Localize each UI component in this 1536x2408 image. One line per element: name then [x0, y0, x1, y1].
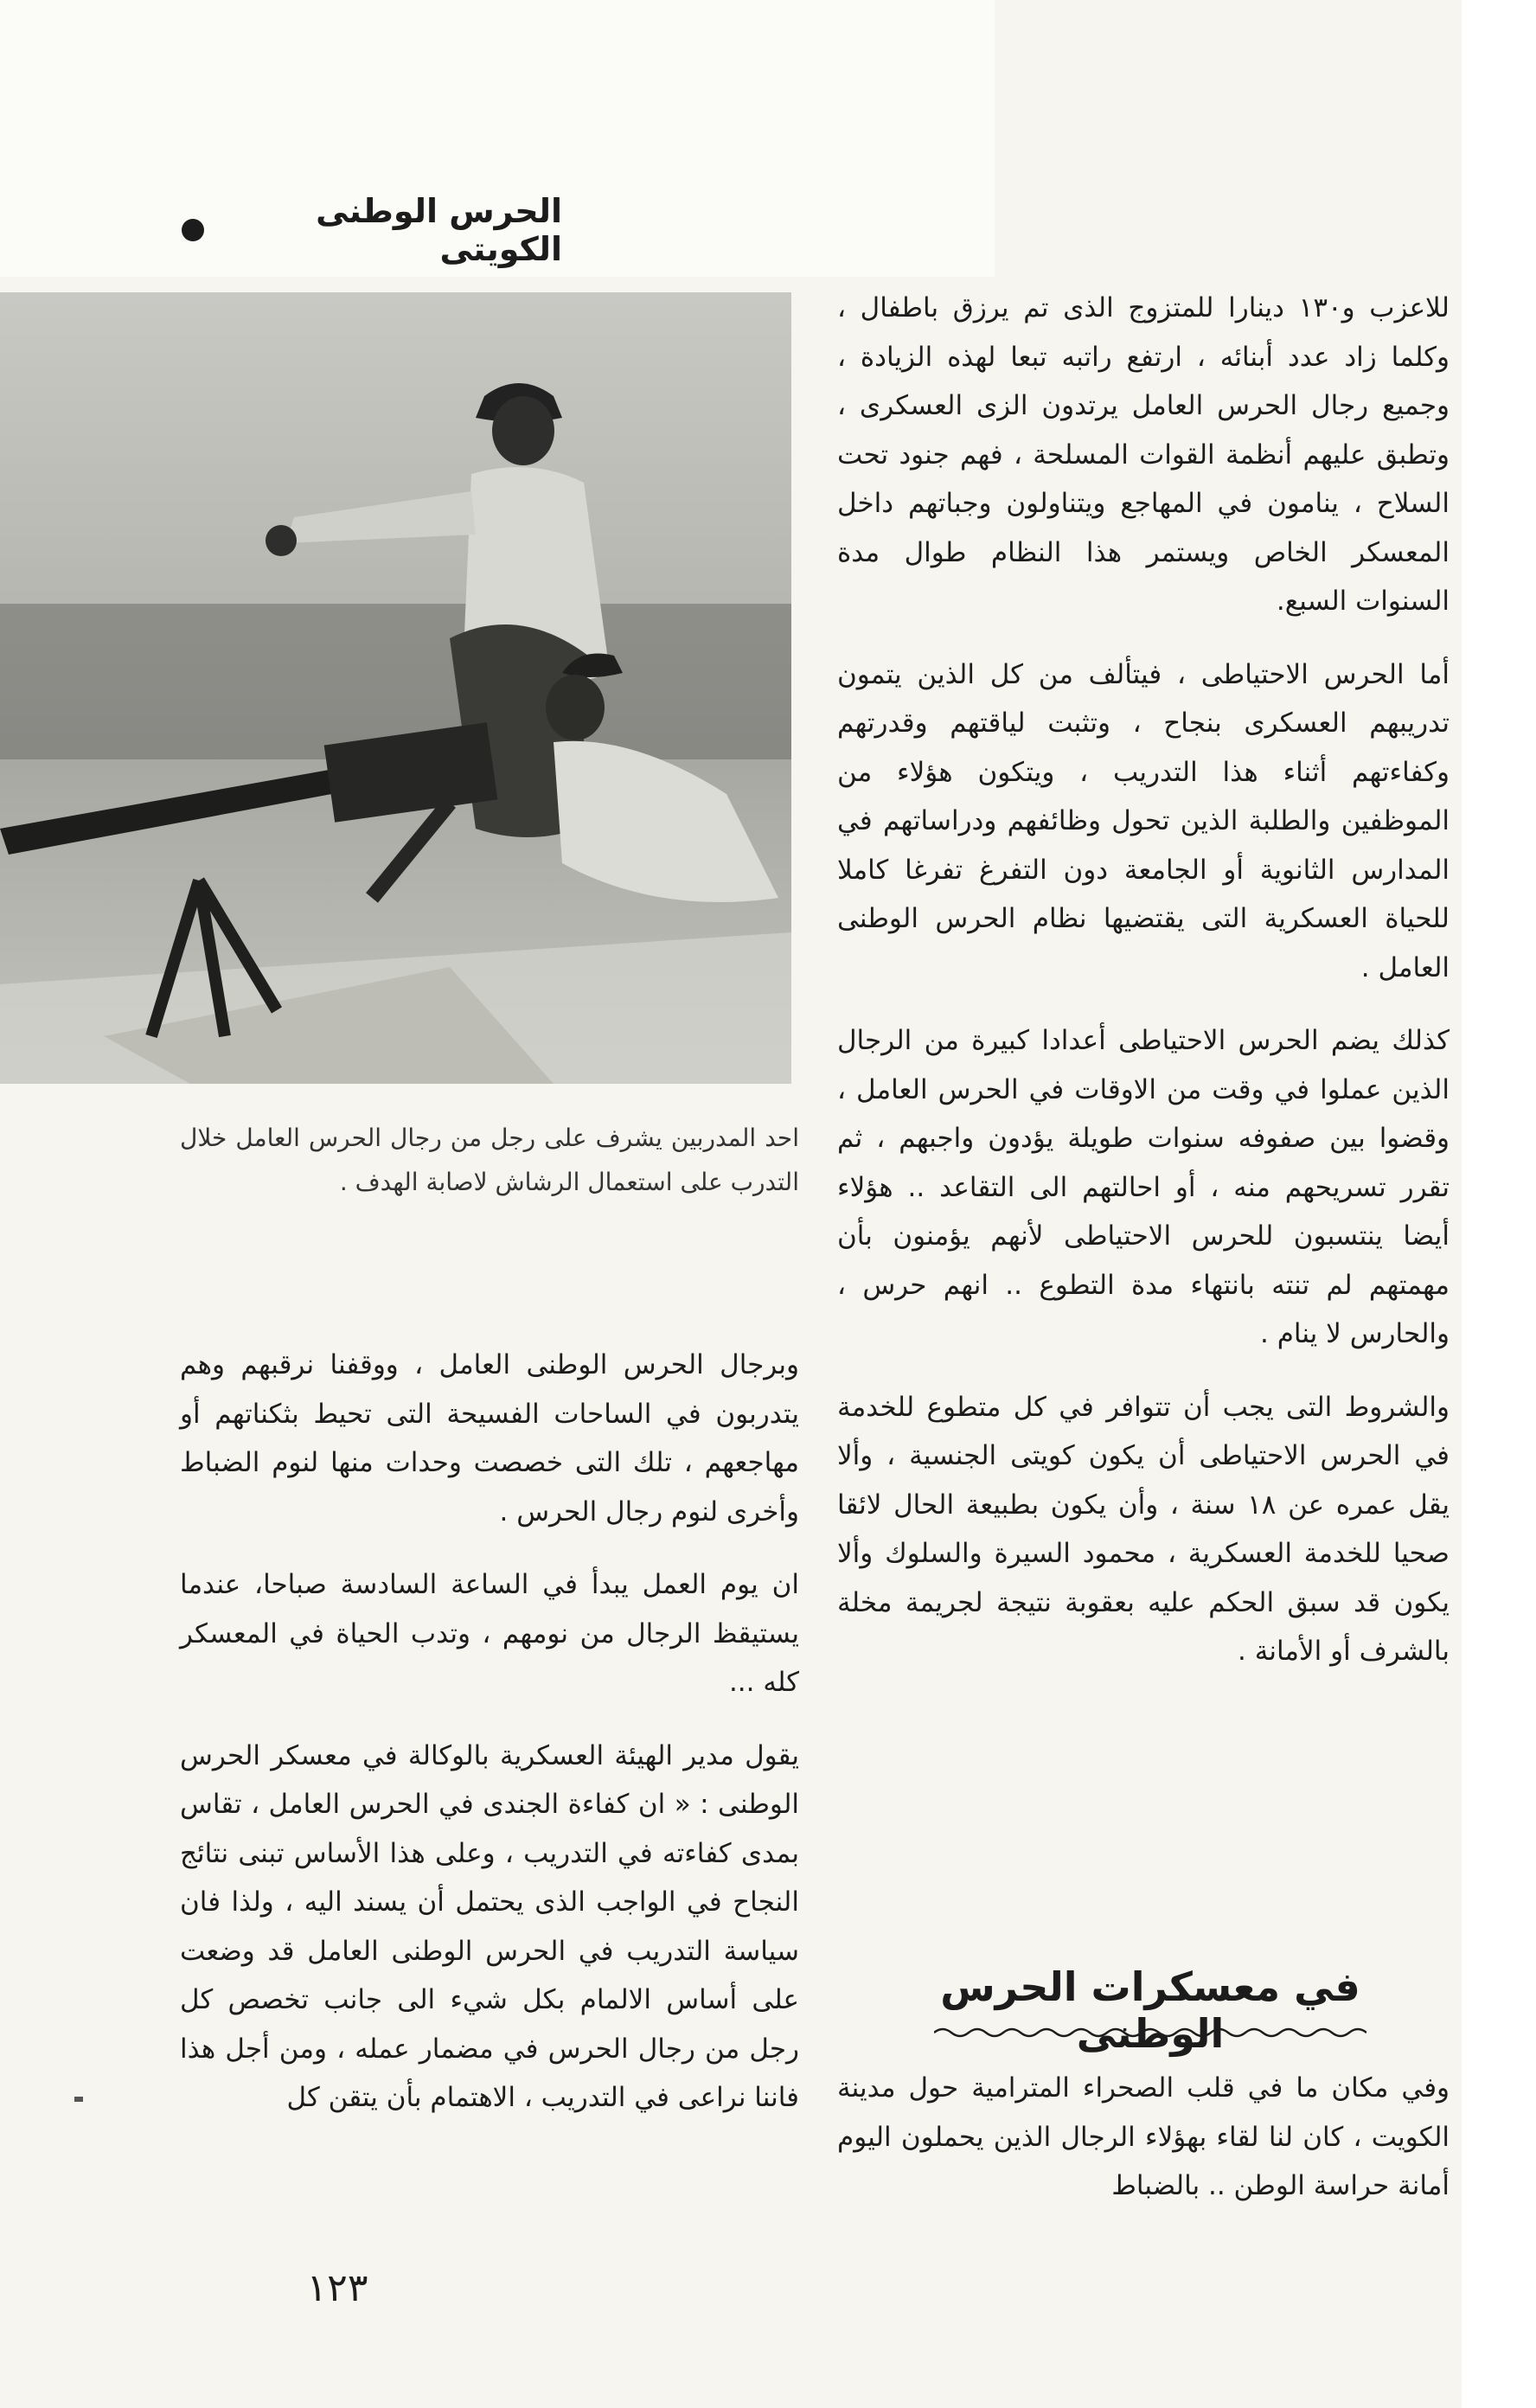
scan-background-strip — [1462, 0, 1536, 2408]
paragraph: ان يوم العمل يبدأ في الساعة السادسة صباحا، عندما يستيقظ الرجال من نومهم ، وتدب الحياة في المعسكر كله ... — [180, 1569, 799, 1698]
running-head-text: الحرس الوطنى الكويتى — [316, 192, 562, 268]
paragraph: للاعزب و١٣٠ دينارا للمتزوج الذى تم يرزق باطفال ، وكلما زاد عدد أبنائه ، ارتفع راتبه تبعا لهذه الزيادة ، وجميع رجال الحرس العامل يرتدون الزى العسكرى ، وتطبق عليهم أنظمة القوات المسلحة ، فهم جنود تحت السلاح ، ينامون في المهاجع ويتناولون وجباتهم داخل المعسكر الخاص ويستمر هذا النظام طوال مدة السنوات السبع. — [837, 292, 1450, 617]
wavy-underline — [934, 2026, 1366, 2040]
paragraph: وفي مكان ما في قلب الصحراء المترامية حول مدينة الكويت ، كان لنا لقاء بهؤلاء الرجال الذين يحملون اليوم أمانة حراسة الوطن .. بالضباط — [837, 2072, 1450, 2201]
photo-caption: احد المدربين يشرف على رجل من رجال الحرس العامل خلال التدرب على استعمال الرشاش لاصابة الهدف . — [180, 1124, 799, 1196]
right-column — [837, 284, 1450, 1700]
page-number: ١٢٣ — [306, 2266, 368, 2310]
bullet-icon — [182, 219, 204, 241]
photo-soldiers-machine-gun — [0, 292, 791, 1084]
right-column-continuation — [837, 2064, 1450, 2235]
running-head — [182, 192, 562, 268]
paragraph: والشروط التى يجب أن تتوافر في كل متطوع للخدمة في الحرس الاحتياطى أن يكون كويتى الجنسية ، وألا يقل عمره عن ١٨ سنة ، وأن يكون بطبيعة الحال لائقا صحيا للخدمة العسكرية ، محمود السيرة والسلوك وألا يكون قد سبق الحكم عليه بعقوبة نتيجة لجريمة مخلة بالشرف أو الأمانة . — [837, 1391, 1450, 1667]
photo-illustration — [0, 292, 791, 1084]
section-subheading: في معسكرات الحرس الوطنى — [940, 1963, 1360, 2057]
paragraph: أما الحرس الاحتياطى ، فيتألف من كل الذين يتمون تدريبهم العسكرى بنجاح ، وتثبت لياقتهم وقدرتهم وكفاءتهم أثناء هذا التدريب ، ويتكون هؤلاء من الموظفين والطلبة الذين تحول وظائفهم ودراساتهم في المدارس الثانوية أو الجامعة دون التفرغ تفرغا كاملا للحياة العسكرية التى يقتضيها نظام الحرس الوطنى العامل . — [837, 658, 1450, 983]
paragraph: كذلك يضم الحرس الاحتياطى أعدادا كبيرة من الرجال الذين عملوا في وقت من الاوقات في الحرس العامل ، وقضوا بين صفوفه سنوات طويلة يؤدون واجبهم ، ثم تقرر تسريحهم منه ، أو احالتهم الى التقاعد .. هؤلاء أيضا ينتسبون للحرس الاحتياطى لأنهم يؤمنون بأن مهمتهم لم تنته بانتهاء مدة التطوع .. انهم حرس ، والحارس لا ينام . — [837, 1025, 1450, 1349]
scan-speck — [74, 2097, 83, 2102]
left-column — [180, 1341, 799, 2147]
paragraph: وبرجال الحرس الوطنى العامل ، ووقفنا نرقبهم وهم يتدربون في الساحات الفسيحة التى تحيط بثكناتهم أو مهاجعهم ، تلك التى خصصت وحدات منها لنوم الضباط وأخرى لنوم رجال الحرس . — [180, 1349, 799, 1527]
paragraph: يقول مدير الهيئة العسكرية بالوكالة في معسكر الحرس الوطنى : « ان كفاءة الجندى في الحرس العامل ، تقاس بمدى كفاءته في التدريب ، وعلى هذا الأساس تبنى نتائج النجاح في الواجب الذى يحتمل أن يسند اليه ، ولذا فان سياسة التدريب في الحرس الوطنى العامل قد وضعت على أساس الالمام بكل شيء الى جانب تخصص كل رجل من رجال الحرس في مضمار عمله ، ومن أجل هذا فاننا نراعى في التدريب ، الاهتمام بأن يتقن كل — [180, 1739, 799, 2113]
